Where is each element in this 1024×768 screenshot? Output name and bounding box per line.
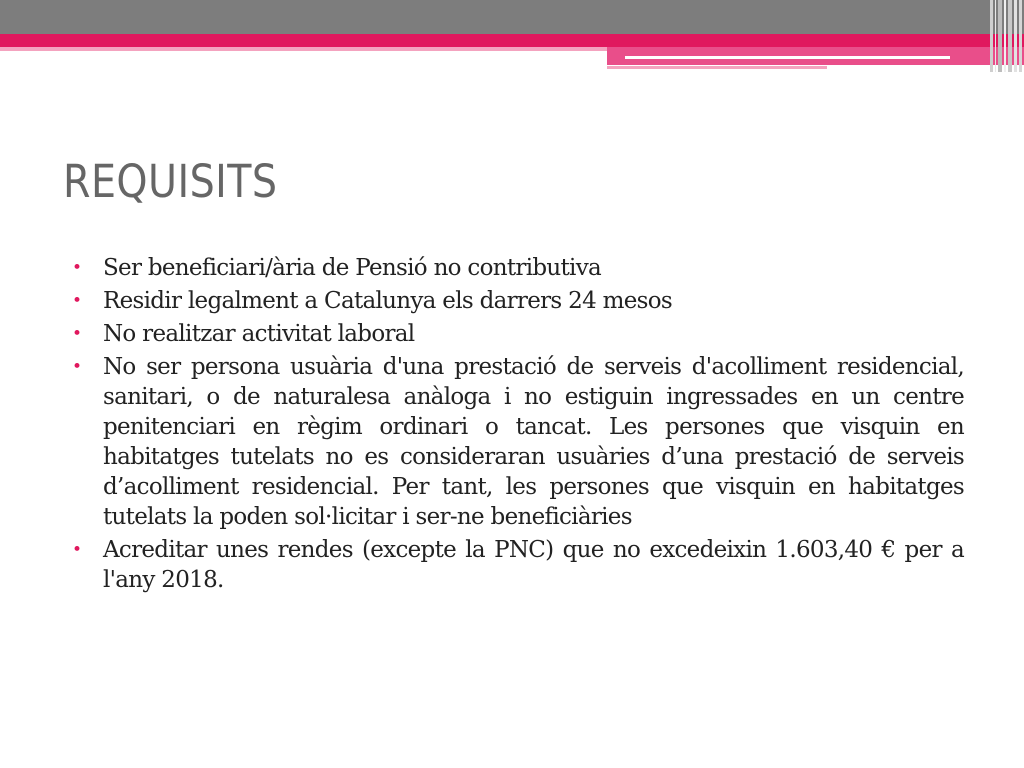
bullet-text: Residir legalment a Catalunya els darrers 24 mesos (103, 288, 672, 314)
slide-body (72, 253, 964, 598)
header-stripes-decoration (990, 0, 1024, 72)
list-item (72, 319, 964, 349)
header-pink-band (0, 34, 1024, 47)
bullet-icon: • (72, 540, 83, 560)
bullet-icon: • (72, 324, 83, 344)
bullet-icon: • (72, 357, 83, 377)
list-item (72, 535, 964, 595)
bullet-icon: • (72, 258, 83, 278)
header-pink-thin-line (607, 66, 827, 69)
bullet-list (72, 253, 964, 595)
list-item (72, 352, 964, 532)
list-item (72, 253, 964, 283)
bullet-text: No ser persona usuària d'una prestació de serveis d'acolliment residencial, sanitari, o de naturalesa anàloga i no estiguin ingressades en un centre penitenciari en règim ordinari o tancat. Les persones que visquin en habitatges tutelats no es consideraran usuàries d’una prestació de serveis d’acolliment residencial. Per tant, les persones que visquin en habitatges tutelats la poden sol·licitar i ser-ne beneficiàries (103, 354, 964, 530)
bullet-text: Ser beneficiari/ària de Pensió no contributiva (103, 255, 602, 281)
bullet-icon: • (72, 291, 83, 311)
header-grey-band (0, 0, 1024, 34)
header-white-line (625, 56, 950, 59)
slide-title: REQUISITS (63, 155, 278, 208)
list-item (72, 286, 964, 316)
bullet-text: No realitzar activitat laboral (103, 321, 415, 347)
bullet-text: Acreditar unes rendes (excepte la PNC) que no excedeixin 1.603,40 € per a l'any 2018. (103, 537, 964, 593)
